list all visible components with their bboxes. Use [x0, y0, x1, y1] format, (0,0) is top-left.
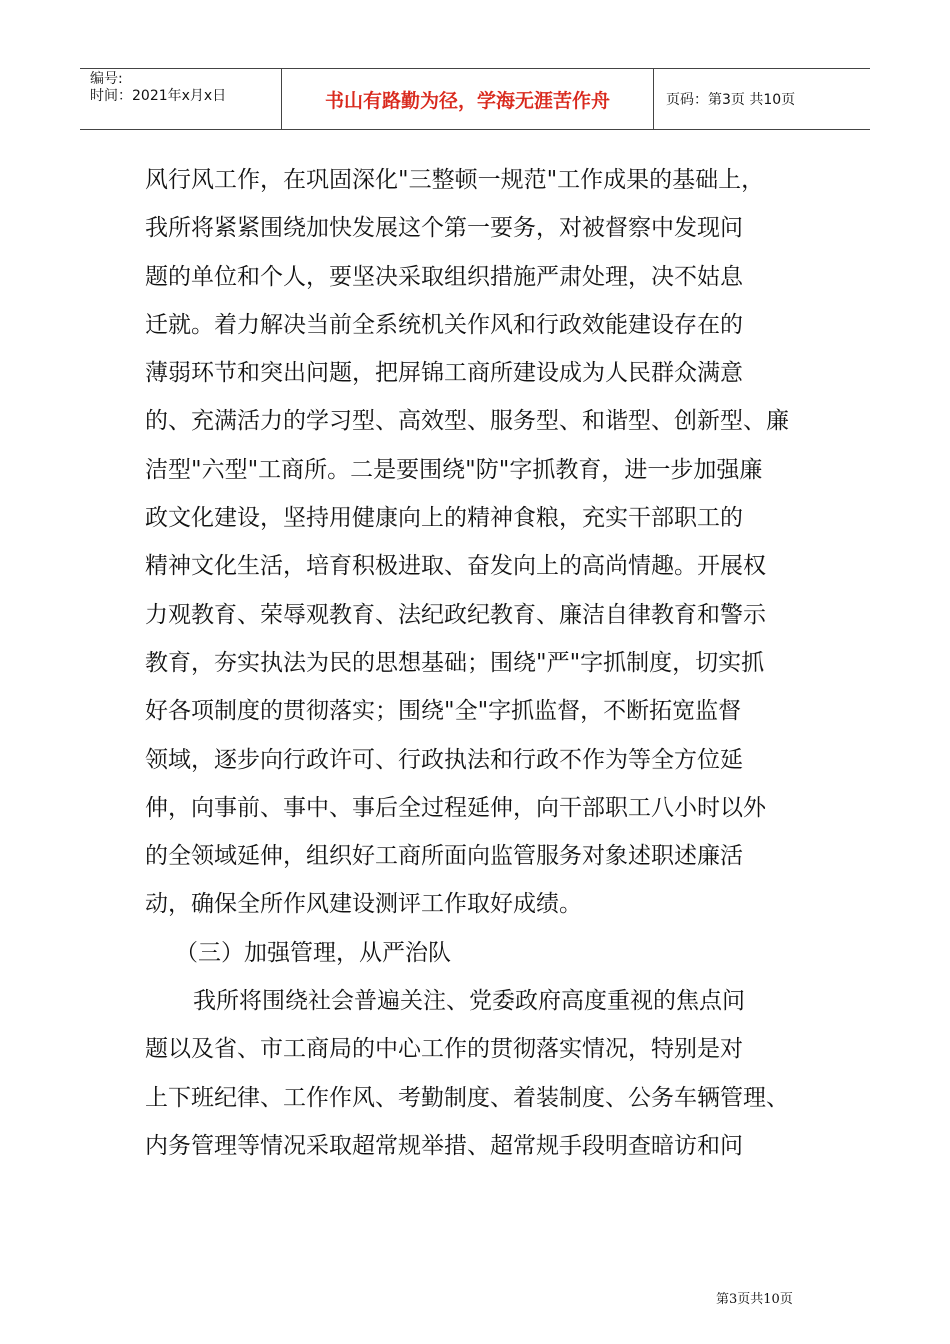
section-line: 上下班纪律、工作作风、考勤制度、着装制度、公务车辆管理、: [145, 1084, 789, 1111]
date-label: 时间：2021年x月x日: [90, 88, 227, 104]
body-line: 伸，向事前、事中、事后全过程延伸，向干部职工八小时以外: [145, 794, 766, 821]
body-line: 动，确保全所作风建设测评工作取好成绩。: [145, 891, 582, 918]
body-line: 好各项制度的贯彻落实；围绕"全"字抓监督，不断拓宽监督: [145, 698, 742, 725]
body-line: 力观教育、荣辱观教育、法纪政纪教育、廉洁自律教育和警示: [145, 601, 766, 628]
section-line: 内务管理等情况采取超常规举措、超常规手段明查暗访和问: [145, 1132, 743, 1159]
body-line: 政文化建设，坚持用健康向上的精神食粮，充实干部职工的: [145, 505, 743, 532]
body-line: 洁型"六型"工商所。二是要围绕"防"字抓教育，进一步加强廉: [145, 456, 763, 483]
header-page-label: 页码：第3页 共10页: [666, 92, 796, 108]
body-line: 领域，逐步向行政许可、行政执法和行政不作为等全方位延: [145, 746, 743, 773]
header-meta-cell: [80, 69, 282, 129]
body-line: 我所将紧紧围绕加快发展这个第一要务，对被督察中发现问: [145, 215, 743, 242]
body-line: 迁就。着力解决当前全系统机关作风和行政效能建设存在的: [145, 311, 743, 338]
body-line: 精神文化生活，培育积极进取、奋发向上的高尚情趣。开展权: [145, 553, 766, 580]
document-body: [145, 156, 815, 1170]
section-line: 我所将围绕社会普遍关注、党委政府高度重视的焦点问: [193, 988, 745, 1015]
document-header: [80, 68, 870, 130]
section-heading: （三）加强管理，从严治队: [175, 939, 451, 966]
header-motto: 书山有路勤为径，学海无涯苦作舟: [282, 69, 654, 129]
section-line: 题以及省、市工商局的中心工作的贯彻落实情况，特别是对: [145, 1036, 743, 1063]
body-line: 风行风工作，在巩固深化"三整顿一规范"工作成果的基础上，: [145, 167, 765, 193]
body-line: 的、充满活力的学习型、高效型、服务型、和谐型、创新型、廉: [145, 408, 789, 435]
body-line: 题的单位和个人，要坚决采取组织措施严肃处理，决不姑息: [145, 263, 743, 290]
serial-number-label: 编号:: [90, 71, 123, 87]
body-line: 的全领域延伸，组织好工商所面向监管服务对象述职述廉活: [145, 843, 743, 870]
body-line: 教育，夯实执法为民的思想基础；围绕"严"字抓制度，切实抓: [145, 649, 765, 676]
footer-page-number: 第3页共10页: [716, 1292, 793, 1307]
body-line: 薄弱环节和突出问题，把屏锦工商所建设成为人民群众满意: [145, 360, 743, 387]
